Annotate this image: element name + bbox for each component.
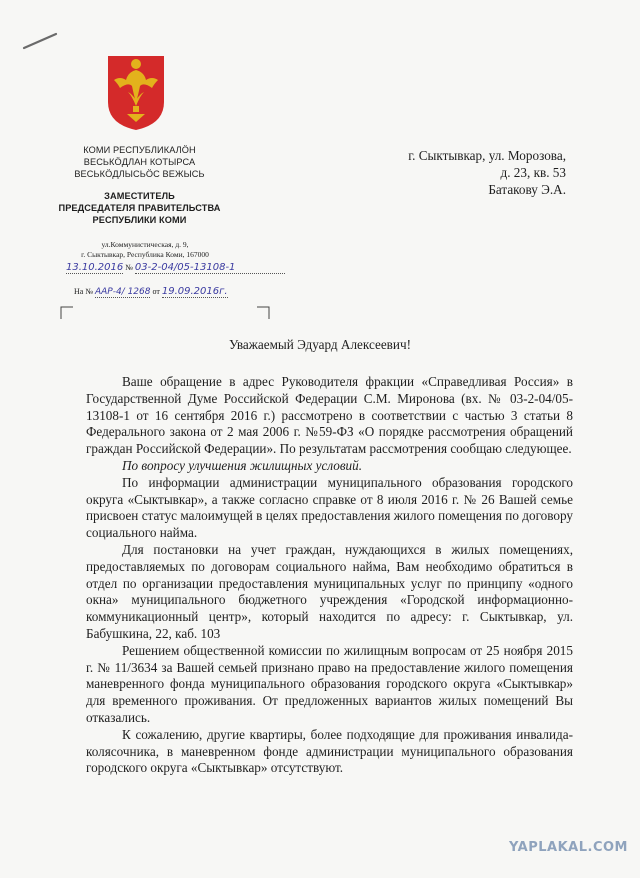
- paragraph: К сожалению, другие квартиры, более подходящие для проживания инвалида-колясочника, в маневренном фонде администрации муниципального образования городского округа «Сыктывкар» отсутствуют.: [86, 726, 573, 776]
- reference-date: 19.09.2016г.: [161, 286, 228, 297]
- org-line: КОМИ РЕСПУБЛИКАЛÖН: [83, 145, 196, 155]
- org-line: ВЕСЬКÖДЛАН КОТЫРСА: [83, 157, 196, 167]
- deputy-line: РЕСПУБЛИКИ КОМИ: [92, 215, 187, 225]
- paragraph: Решением общественной комиссии по жилищным вопросам от 25 ноября 2015 г. № 11/3634 за Вашей семьей признано право на предоставление жилого помещения маневренного фонда муниципального образования городского округа «Сыктывкар» для временного проживания. От предложенных вариантов жилых помещений Вы отказались.: [86, 642, 573, 725]
- paragraph: Для постановки на учет граждан, нуждающихся в жилых помещениях, предоставляемых по договорам социального найма, Вам необходимо обратиться в отдел по организации предоставления муниципальных услуг по принципу «одного окна» муниципального бюджетного учреждения «Городской информационно-коммуникационный центр», который находится по адресу: г. Сыктывкар, ул. Бабушкина, 22, каб. 103: [86, 541, 573, 641]
- paragraph: Ваше обращение в адрес Руководителя фракции «Справедливая Россия» в Государственной Думе Российской Федерации С.М. Миронова (вх. № 03-2-04/05-13108-1 от 16 сентября 2016 г.) рассмотрено в соответствии с частью 3 статьи 8 Федерального закона от 2 мая 2006 г. №59-ФЗ «О порядке рассмотрения обращений граждан Российской Федерации». По результатам рассмотрения сообщаю следующее.: [86, 374, 573, 457]
- paragraph-subject: По вопросу улучшения жилищных условий.: [122, 457, 363, 473]
- address-line: г. Сыктывкар, Республика Коми, 167000: [81, 250, 209, 259]
- org-line: ВЕСЬКÖДЛЫСЬÖС ВЕЖЫСЬ: [74, 169, 205, 179]
- sender-address: [75, 240, 215, 260]
- org-name-komi: [52, 144, 227, 180]
- registration-date: 13.10.2016: [66, 262, 124, 273]
- registration-line: [66, 262, 285, 274]
- salutation: Уважаемый Эдуард Алексеевич!: [229, 337, 411, 352]
- corner-bracket-right: [256, 306, 270, 320]
- registration-no-label: №: [125, 263, 133, 272]
- reference-line: [74, 286, 228, 298]
- recipient-line: Батакову Э.А.: [488, 182, 566, 197]
- org-name-deputy: [52, 190, 227, 226]
- reference-prefix: На №: [74, 287, 93, 296]
- deputy-line: ЗАМЕСТИТЕЛЬ: [104, 191, 175, 201]
- site-watermark: YAPLAKAL.COM: [509, 840, 628, 855]
- recipient-line: г. Сыктывкар, ул. Морозова,: [408, 148, 566, 163]
- address-line: ул.Коммунистическая, д. 9,: [101, 240, 189, 249]
- reference-number: ААР-4/ 1268: [94, 287, 151, 297]
- reference-from-label: от: [152, 287, 160, 296]
- registration-number: 03-2-04/05-13108-1: [135, 262, 285, 274]
- komi-coat-of-arms-icon: [106, 52, 166, 132]
- recipient-block: [408, 147, 566, 198]
- letter-body: [86, 374, 573, 777]
- corner-bracket-left: [60, 306, 74, 320]
- scan-mark-line: [22, 30, 58, 50]
- recipient-line: д. 23, кв. 53: [500, 165, 566, 180]
- paragraph: По информации администрации муниципального образования городского округа «Сыктывкар», а также согласно справке от 8 июля 2016 г. № 26 Вашей семье присвоен статус малоимущей в целях предоставления жилого помещения по договору социального найма.: [86, 474, 573, 541]
- deputy-line: ПРЕДСЕДАТЕЛЯ ПРАВИТЕЛЬСТВА: [58, 203, 221, 213]
